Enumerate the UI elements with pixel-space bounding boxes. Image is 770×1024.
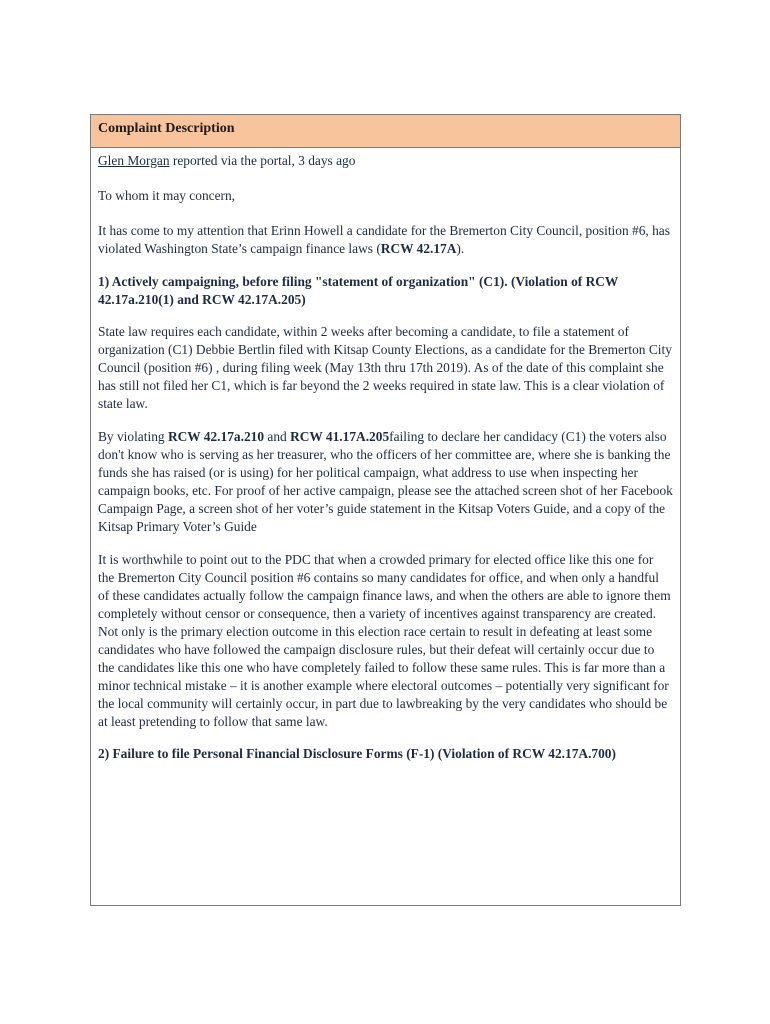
- section2-heading: 2) Failure to file Personal Financial Disclosure Forms (F-1) (Violation of RCW 42.17A.700): [98, 746, 616, 761]
- intro-paragraph: [98, 222, 673, 258]
- report-line: [98, 152, 673, 170]
- section1-paragraph-1: [98, 323, 673, 413]
- section1-paragraph-3: It is worthwhile to point out to the PDC that when a crowded primary for elected office like this one for the Bremerton City Council position #6 contains so many candidates for office, and when only a handful of these candidates actually follow the campaign finance laws, and when the others are able to ignore them completely without censor or consequence, then a variety of incentives against transparency are created. Not only is the primary election outcome in this election race certain to result in defeating at least some candidates who have followed the campaign disclosure rules, but their defeat will certainly occur due to the candidates like this one who have completely failed to follow these same rules. This is far more than a minor technical mistake – it is another example where electoral outcomes – potentially very significant for the local community will certainly occur, in part due to lawbreaking by the very candidates who should be at least pretending to follow that same law.: [98, 552, 671, 729]
- section1-paragraph-1-first-line: State law requires each candidate, within 2 weeks after becoming a candidate, to file a statement of: [98, 324, 629, 339]
- intro-law-ref: RCW 42.17A: [380, 241, 457, 256]
- section1-heading: 1) Actively campaigning, before filing "statement of organization" (C1). (Violation of RCW 42.17a.210(1) and RCW 42.17A.205): [98, 274, 619, 307]
- greeting: To whom it may concern,: [98, 188, 236, 203]
- intro-text-end: ).: [456, 241, 465, 256]
- reporter-link[interactable]: Glen Morgan: [98, 153, 170, 168]
- para2-law-ref-2: RCW 41.17A.205: [290, 429, 390, 444]
- intro-text: It has come to my attention that Erinn Howell a candidate for the Bremerton City Council, position #6, has violated Washington State’s campaign finance laws (: [98, 223, 670, 256]
- section1-paragraph-2: [98, 428, 673, 536]
- panel-header: [91, 115, 680, 148]
- section1-paragraph-1-rest: organization (C1) Debbie Bertlin filed with Kitsap County Elections, as a candidate for the Bremerton City Council (position #6) , during filing week (May 13th thru 17th 2019). As of the date of this complaint she has still not filed her C1, which is far beyond the 2 weeks required in state law. This is a clear violation of state law.: [98, 342, 672, 411]
- para2-text-a: By violating: [98, 429, 168, 444]
- panel-title: Complaint Description: [98, 121, 235, 136]
- para2-law-ref-1: RCW 42.17a.210: [167, 429, 265, 444]
- panel-body: [91, 148, 680, 763]
- complaint-description-panel: [90, 114, 681, 906]
- report-meta: reported via the portal, 3 days ago: [169, 153, 356, 168]
- para2-text-b: and: [264, 429, 291, 444]
- para2-text-c: failing to declare her candidacy (C1) the voters also don't know who is serving as her treasurer, who the officers of her committee are, where she is banking the funds she has raised (or is using) for her political campaign, what address to use when inspecting her campaign books, etc. For proof of her active campaign, please see the attached screen shot of her Facebook Campaign Page, a screen shot of her voter’s guide statement in the Kitsap Voters Guide, and a copy of the Kitsap Primary Voter’s Guide: [98, 429, 673, 534]
